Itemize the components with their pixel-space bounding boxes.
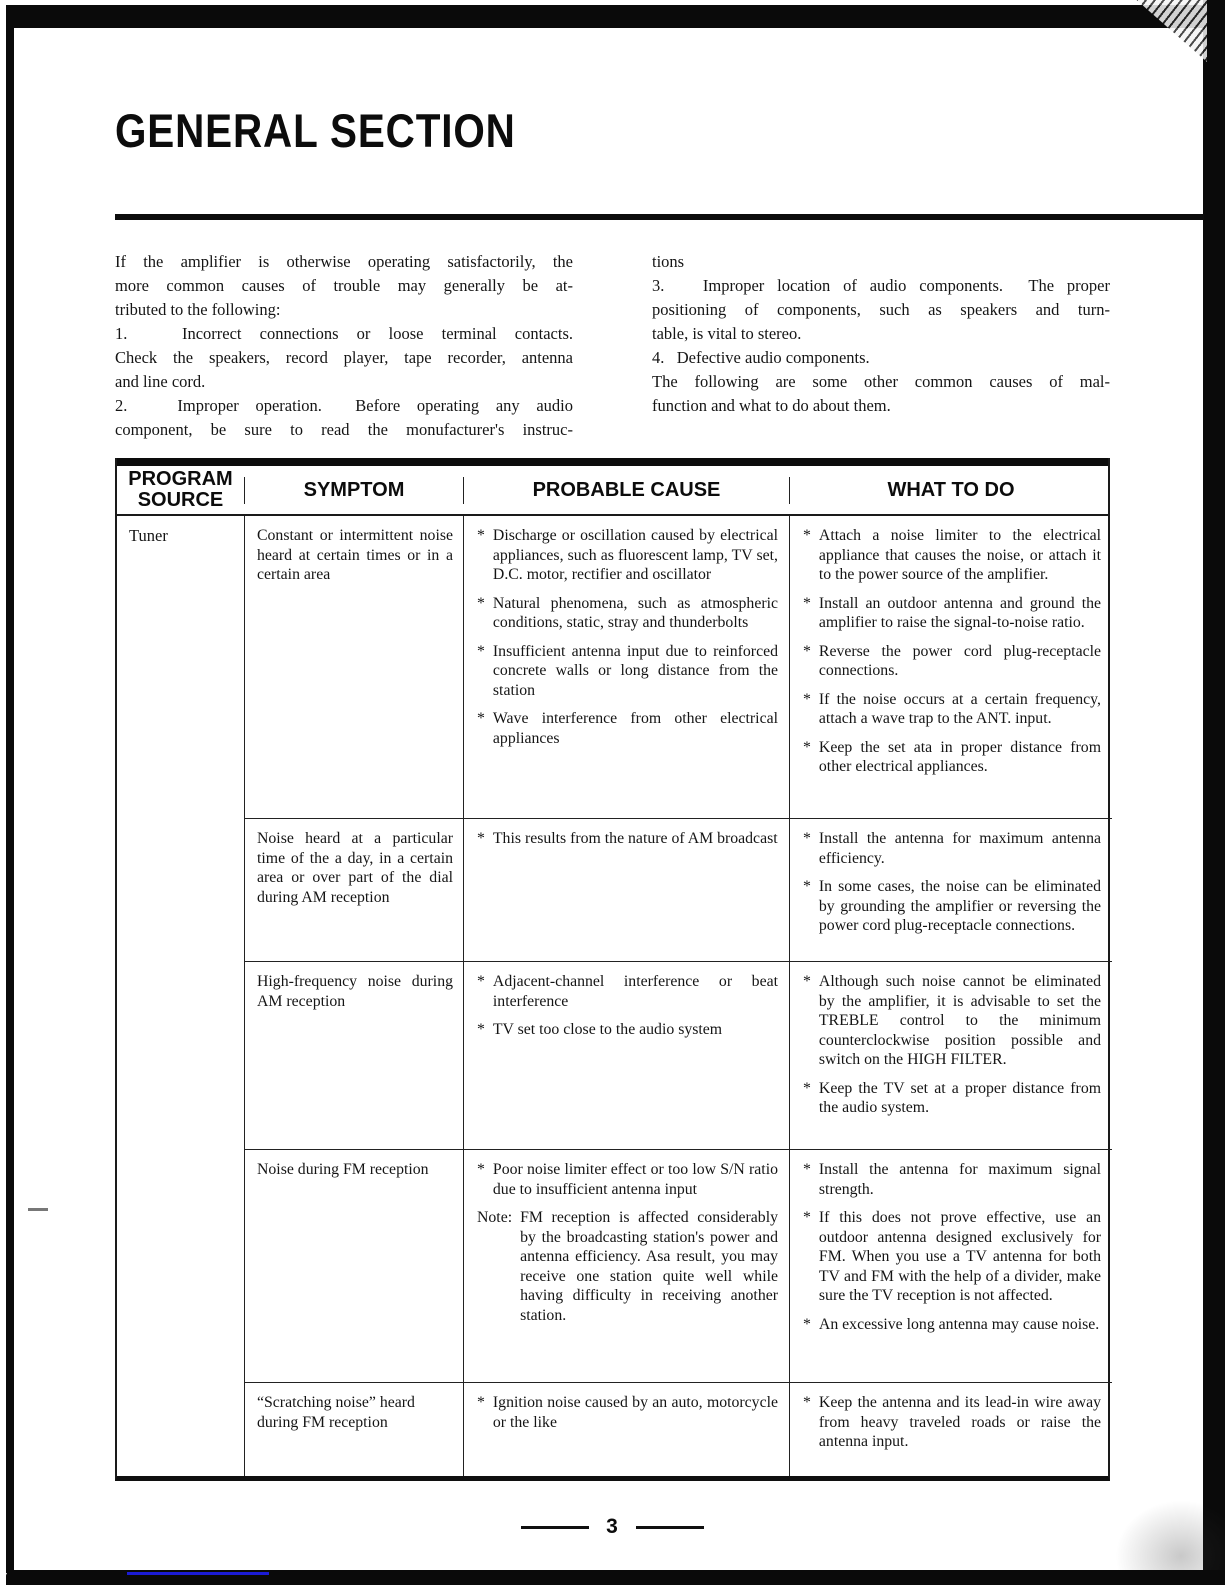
intro-left-column xyxy=(115,250,573,442)
intro-right-column xyxy=(652,250,1110,442)
todo-item xyxy=(803,526,1101,585)
cause-item xyxy=(477,526,778,585)
bullet-marker: * xyxy=(803,973,811,990)
intro-line: more common causes of trouble may generally be at- xyxy=(115,276,573,295)
cell-what-to-do xyxy=(789,1382,1112,1476)
cell-what-to-do xyxy=(789,1149,1112,1382)
bullet-text: Install the antenna for maximum signal strength. xyxy=(818,1161,1101,1198)
todo-item xyxy=(803,1160,1101,1199)
bullet-text: Although such noise cannot be eliminated by the amplifier, it is advisable to set the TREBLE control to the minimum counterclockwise position possible and switch on the HIGH FILTER. xyxy=(818,973,1101,1068)
intro-line: component, be sure to read the monufacturer's instruc- xyxy=(115,420,573,439)
header-program-source: PROGRAM SOURCE xyxy=(128,468,233,511)
intro-line: 2. Improper operation. Before operating any audio xyxy=(115,396,573,415)
intro-line: Check the speakers, record player, tape recorder, antenna xyxy=(115,348,573,367)
cause-item xyxy=(477,1160,778,1199)
bullet-marker: * xyxy=(803,1209,811,1226)
bullet-marker: * xyxy=(803,690,811,708)
bullet-text: Insufficient antenna input due to reinforced concrete walls or long distance from the station xyxy=(492,642,778,699)
cell-symptom: Constant or intermittent noise heard at certain times or in a certain area xyxy=(244,516,463,818)
table-row xyxy=(117,961,1108,1149)
cause-item xyxy=(477,709,778,748)
bullet-marker: * xyxy=(477,1394,485,1411)
bullet-marker: * xyxy=(803,527,811,544)
footer-dash-right xyxy=(636,1526,704,1529)
bullet-marker: * xyxy=(477,594,485,612)
bullet-marker: * xyxy=(803,878,811,895)
intro-line: and line cord. xyxy=(115,372,206,391)
intro-line: 3. Improper location of audio components. The proper xyxy=(652,276,1110,295)
page-number: 3 xyxy=(606,1515,619,1538)
header-probable-cause: PROBABLE CAUSE xyxy=(463,477,789,504)
bullet-marker: * xyxy=(803,830,811,847)
cell-what-to-do xyxy=(789,818,1112,961)
bullet-marker: * xyxy=(477,1161,485,1178)
bullet-marker: * xyxy=(477,973,485,990)
footer-dash-left xyxy=(521,1526,589,1529)
bullet-marker: * xyxy=(477,710,485,727)
cell-symptom: Noise heard at a particular time of the a day, in a certain area or over part of the dial during AM reception xyxy=(244,818,463,961)
table-row xyxy=(117,516,1108,818)
bullet-marker: * xyxy=(477,642,485,660)
bullet-marker: * xyxy=(477,527,485,544)
todo-item xyxy=(803,1393,1101,1452)
bullet-text: Keep the TV set at a proper distance from the audio system. xyxy=(818,1079,1101,1116)
cell-program-source: Tuner xyxy=(129,526,168,545)
bullet-text: Install the antenna for maximum antenna efficiency. xyxy=(818,830,1101,867)
intro-line: The following are some other common causes of mal- xyxy=(652,372,1110,391)
cell-what-to-do xyxy=(789,961,1112,1149)
bullet-text: Wave interference from other electrical appliances xyxy=(492,710,778,747)
cell-symptom: Noise during FM reception xyxy=(244,1149,463,1382)
page-title: GENERAL SECTION xyxy=(115,104,516,157)
table-body xyxy=(117,516,1108,1476)
todo-item xyxy=(803,1315,1101,1335)
bullet-text: Reverse the power cord plug-receptacle connections. xyxy=(818,642,1101,679)
cause-item xyxy=(477,1020,778,1040)
intro-section xyxy=(115,250,1110,442)
cell-program-source xyxy=(117,961,244,1149)
bullet-text: Ignition noise caused by an auto, motorcycle or the like xyxy=(492,1394,778,1431)
bullet-marker: * xyxy=(803,738,811,756)
bullet-text: Poor noise limiter effect or too low S/N ratio due to insufficient antenna input xyxy=(492,1161,778,1198)
table-header-row xyxy=(117,458,1108,516)
bullet-marker: * xyxy=(803,594,811,612)
todo-item xyxy=(803,1079,1101,1118)
bullet-marker: * xyxy=(803,1079,811,1097)
cell-program-source xyxy=(117,1382,244,1476)
bullet-marker: * xyxy=(803,1315,811,1333)
intro-line: 1. Incorrect connections or loose terminal contacts. xyxy=(115,324,573,343)
intro-line: tributed to the following: xyxy=(115,300,281,319)
bullet-text: Keep the antenna and its lead-in wire away from heavy traveled roads or raise the antenna input. xyxy=(818,1394,1101,1450)
intro-line: 4. Defective audio components. xyxy=(652,348,870,367)
intro-line: table, is vital to stereo. xyxy=(652,324,802,343)
cell-probable-cause xyxy=(463,961,789,1149)
cell-probable-cause xyxy=(463,1149,789,1382)
bullet-text: Install an outdoor antenna and ground the amplifier to raise the signal-to-noise ratio. xyxy=(818,594,1101,631)
bullet-text: Attach a noise limiter to the electrical appliance that causes the noise, or attach it to the power source of the amplifier. xyxy=(818,527,1101,583)
bullet-text: An excessive long antenna may cause noise. xyxy=(818,1315,1100,1333)
todo-item xyxy=(803,642,1101,681)
bullet-text: TV set too close to the audio system xyxy=(492,1021,723,1038)
bullet-text: Adjacent-channel interference or beat interference xyxy=(492,973,778,1010)
intro-line: If the amplifier is otherwise operating satisfactorily, the xyxy=(115,252,573,271)
blue-underline-mark xyxy=(127,1572,269,1575)
cell-program-source xyxy=(117,818,244,961)
cell-probable-cause xyxy=(463,516,789,818)
bullet-marker: * xyxy=(803,1394,811,1411)
cause-note xyxy=(477,1208,778,1325)
bullet-text: Natural phenomena, such as atmospheric conditions, static, stray and thunderbolts xyxy=(492,594,778,631)
header-symptom: SYMPTOM xyxy=(244,477,463,504)
cause-item xyxy=(477,642,778,701)
cell-program-source xyxy=(117,1149,244,1382)
table-row xyxy=(117,818,1108,961)
bullet-text: If this does not prove effective, use an outdoor antenna designed exclusively for FM. When you use a TV antenna for both TV and FM with the help of a divider, make sure the TV reception is not affected. xyxy=(818,1209,1101,1304)
table-row xyxy=(117,1149,1108,1382)
note-label: Note: xyxy=(477,1209,513,1226)
title-rule xyxy=(115,214,1204,220)
page-footer xyxy=(115,1515,1110,1539)
bullet-text: This results from the nature of AM broadcast xyxy=(492,830,778,847)
todo-item xyxy=(803,594,1101,633)
bullet-marker: * xyxy=(477,1021,485,1038)
todo-item xyxy=(803,972,1101,1070)
todo-item xyxy=(803,738,1101,777)
intro-line: positioning of components, such as speakers and turn- xyxy=(652,300,1110,319)
bullet-marker: * xyxy=(477,830,485,847)
bullet-marker: * xyxy=(803,1161,811,1178)
cause-item xyxy=(477,829,778,849)
cell-what-to-do xyxy=(789,516,1112,818)
todo-item xyxy=(803,877,1101,936)
cell-probable-cause xyxy=(463,818,789,961)
cause-item xyxy=(477,972,778,1011)
todo-item xyxy=(803,690,1101,729)
table-row xyxy=(117,1382,1108,1476)
todo-item xyxy=(803,1208,1101,1306)
troubleshooting-table xyxy=(115,458,1110,1481)
bullet-text: Keep the set ata in proper distance from other electrical appliances. xyxy=(818,738,1101,775)
bullet-marker: * xyxy=(803,642,811,660)
cause-item xyxy=(477,1393,778,1432)
cause-item xyxy=(477,594,778,633)
header-what-to-do: WHAT TO DO xyxy=(789,477,1112,504)
todo-item xyxy=(803,829,1101,868)
cell-probable-cause xyxy=(463,1382,789,1476)
bullet-text: In some cases, the noise can be eliminated by grounding the amplifier or reversing the power cord plug-receptacle connections. xyxy=(818,878,1101,934)
bullet-text: If the noise occurs at a certain frequency, attach a wave trap to the ANT. input. xyxy=(818,690,1101,727)
cell-symptom: “Scratching noise” heard during FM reception xyxy=(244,1382,463,1476)
cell-symptom: High-frequency noise during AM reception xyxy=(244,961,463,1149)
intro-line: tions xyxy=(652,252,685,271)
note-text: FM reception is affected considerably by the broadcasting station's power and antenna efficiency. Asa result, you may receive one station quite well while having difficulty in receiving another station. xyxy=(520,1209,778,1324)
bullet-text: Discharge or oscillation caused by electrical appliances, such as fluorescent lamp, TV set, D.C. motor, rectifier and oscillator xyxy=(492,527,778,583)
intro-line: function and what to do about them. xyxy=(652,396,891,415)
